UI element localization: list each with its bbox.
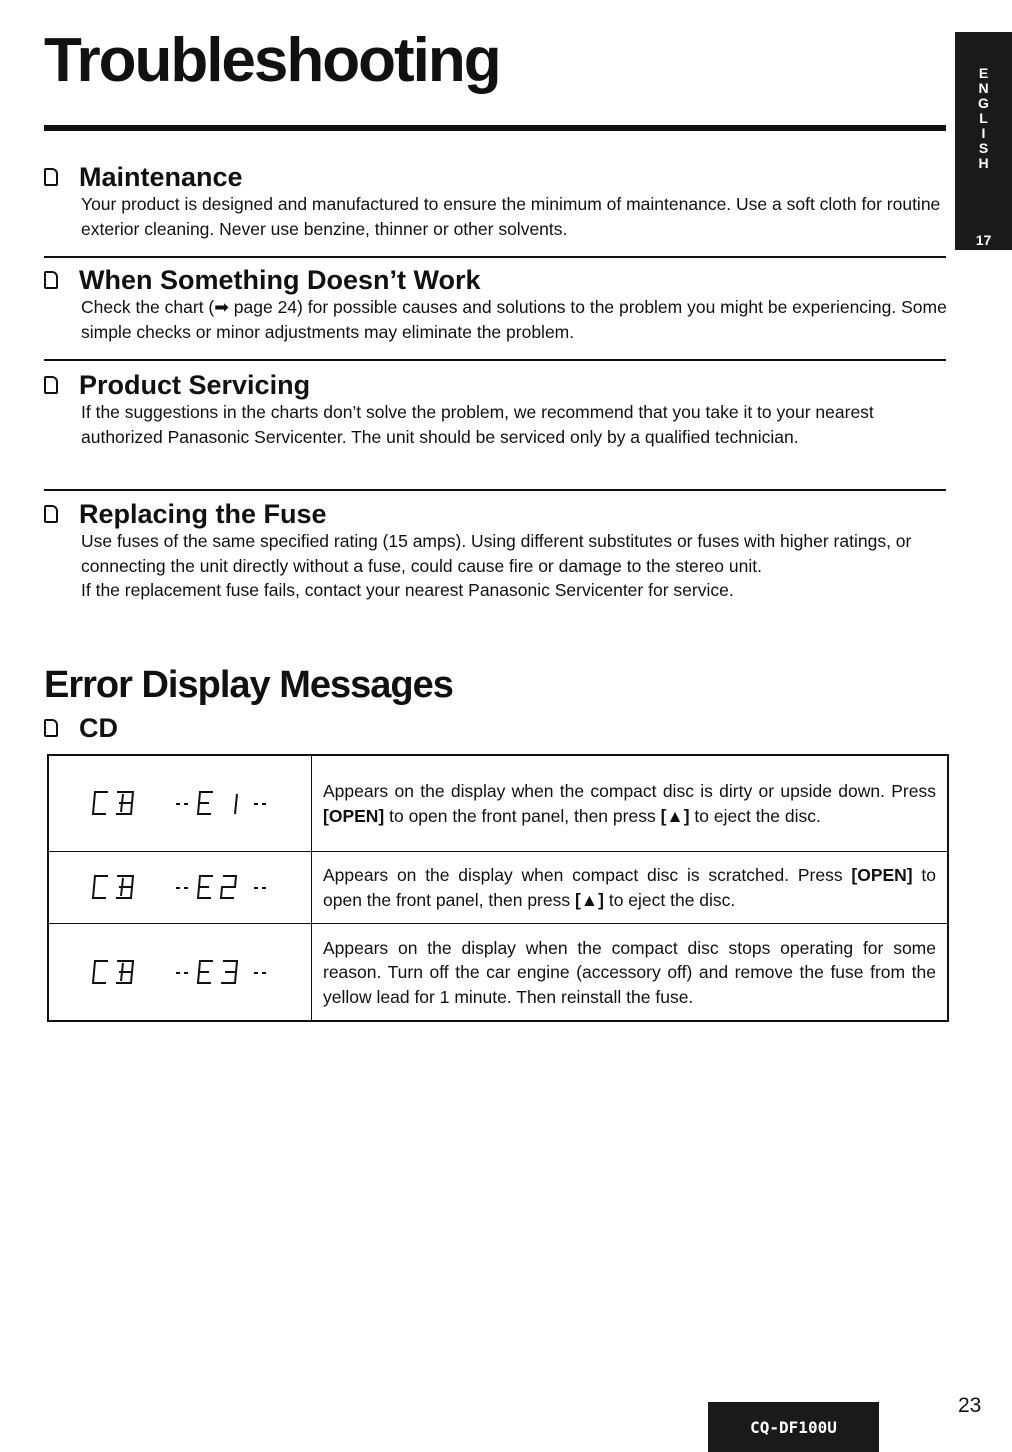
- error-row: [48, 923, 948, 1021]
- segment-error-code-e1-icon: [174, 788, 270, 818]
- section-body: [81, 295, 948, 344]
- error-row: [48, 851, 948, 923]
- section-paragraph: Check the chart (➡ page 24) for possible causes and solutions to the problem you might be experiencing. Some simple checks or minor adjustments may eliminate the problem.: [81, 297, 947, 342]
- language-letter: E: [978, 65, 989, 81]
- language-letter: I: [981, 125, 986, 141]
- section-title: Replacing the Fuse: [79, 498, 327, 529]
- segment-cd-icon: [90, 957, 140, 987]
- checkbox-bullet-icon: [44, 271, 58, 289]
- model-badge: CQ-DF100U: [708, 1402, 879, 1452]
- section-title: When Something Doesn’t Work: [79, 264, 481, 295]
- display-graphic-e2: [49, 872, 311, 902]
- section-divider: [44, 359, 946, 361]
- error-description: Appears on the display when the compact disc stops operating for some reason. Turn off the car engine (accessory off) and remove the fuse from the yellow lead for 1 minute. Then reinstall the fuse.: [312, 923, 949, 1021]
- cd-subheading-label: CD: [79, 712, 118, 743]
- key-label: [▲]: [660, 805, 690, 826]
- key-label: [OPEN]: [323, 805, 385, 826]
- page-number: 23: [958, 1394, 982, 1417]
- section-product-servicing: [44, 370, 948, 449]
- error-table: [47, 754, 949, 1022]
- checkbox-bullet-icon: [44, 376, 58, 394]
- segment-cd-icon: [90, 872, 140, 902]
- checkbox-bullet-icon: [44, 505, 58, 523]
- section-when-something-doesnt-work: [44, 265, 948, 344]
- section-maintenance: [44, 162, 948, 241]
- page-title: Troubleshooting: [44, 26, 500, 95]
- key-label: [▲]: [574, 889, 604, 910]
- error-display-cell: [48, 755, 312, 851]
- language-letter: N: [978, 80, 989, 96]
- error-messages-heading: Error Display Messages: [44, 664, 453, 706]
- key-label: [OPEN]: [851, 865, 913, 885]
- language-letter: S: [978, 140, 989, 156]
- segment-cd-icon: [90, 788, 140, 818]
- section-divider: [44, 489, 946, 491]
- section-paragraph: If the suggestions in the charts don’t solve the problem, we recommend that you take it to your nearest authorized Panasonic Servicenter. The unit should be serviced only by a qualified technician.: [81, 402, 874, 447]
- language-letter: L: [979, 110, 988, 126]
- section-title: Product Servicing: [79, 369, 311, 400]
- language-letter: H: [978, 155, 989, 171]
- checkbox-bullet-icon: [44, 168, 58, 186]
- section-divider: [44, 256, 946, 258]
- segment-error-code-e2-icon: [174, 872, 270, 902]
- error-description: Appears on the display when compact disc is scratched. Press [OPEN] to open the front panel, then press [▲] to eject the disc.: [312, 851, 949, 923]
- language-tab-letters: [955, 66, 1012, 171]
- language-letter: G: [978, 95, 989, 111]
- segment-error-code-e3-icon: [174, 957, 270, 987]
- error-display-cell: [48, 851, 312, 923]
- section-paragraph: Use fuses of the same specified rating (15 amps). Using different substitutes or fuses with higher ratings, or connecting the unit directly without a fuse, could cause fire or damage to the stereo unit.: [81, 531, 912, 576]
- language-tab: [955, 32, 1012, 250]
- checkbox-bullet-icon: [44, 719, 58, 737]
- error-display-cell: [48, 923, 312, 1021]
- error-row: [48, 755, 948, 851]
- cd-subheading: [44, 712, 118, 744]
- error-description: Appears on the display when the compact disc is dirty or upside down. Press [OPEN] to open the front panel, then press [▲] to eject the disc.: [312, 755, 949, 851]
- language-tab-page: 17: [975, 232, 992, 248]
- display-graphic-e1: [49, 788, 311, 818]
- section-title: Maintenance: [79, 161, 243, 192]
- section-body: [81, 400, 948, 449]
- section-body: [81, 529, 948, 603]
- section-paragraph: If the replacement fuse fails, contact your nearest Panasonic Servicenter for service.: [81, 580, 734, 600]
- title-rule: [44, 125, 946, 131]
- display-graphic-e3: [49, 957, 311, 987]
- section-replacing-the-fuse: [44, 499, 948, 603]
- section-paragraph: Your product is designed and manufactured to ensure the minimum of maintenance. Use a soft cloth for routine exterior cleaning. Never use benzine, thinner or other solvents.: [81, 194, 941, 239]
- section-body: [81, 192, 948, 241]
